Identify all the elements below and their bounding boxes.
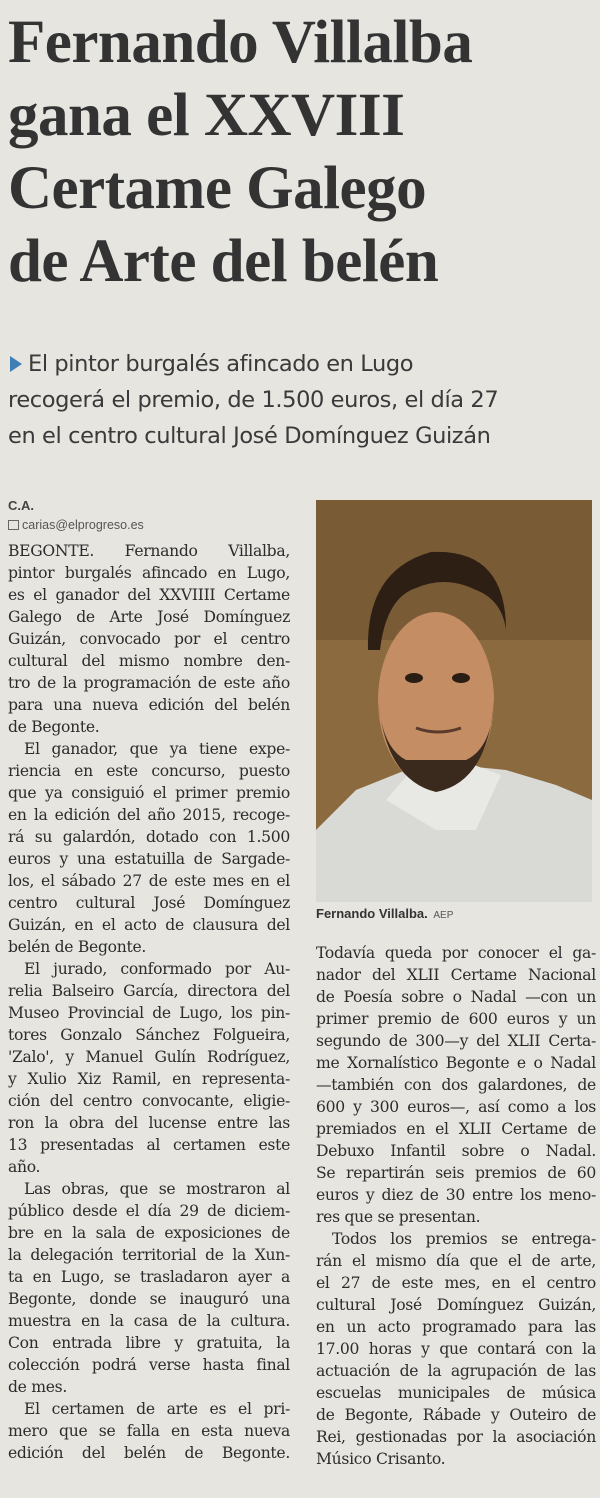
article-line: muestra en la casa de la cultura.: [8, 1312, 290, 1330]
article-line: Guizán, convocado por el centro: [8, 630, 290, 648]
article-line: relia Balseiro García, directora del: [8, 982, 290, 1000]
article-line: Museo Provincial de Lugo, los pin-: [8, 1004, 290, 1022]
article-line: de Begonte.: [8, 718, 100, 736]
article-line: que ya consiguió el primer premio: [8, 784, 290, 802]
article-line: ción del centro convocante, eligie-: [8, 1092, 290, 1110]
article-line: El ganador, que ya tiene expe-: [24, 740, 290, 758]
subheadline-line: recogerá el premio, de 1.500 euros, el día 27: [8, 387, 499, 413]
article-line: cultural José Domínguez Guizán,: [316, 1296, 596, 1314]
article-line: tores Gonzalo Sánchez Folgueira,: [8, 1026, 290, 1044]
headline-line: de Arte del belén: [8, 228, 439, 295]
photo-caption-name: Fernando Villalba.: [316, 906, 428, 921]
article-line: escuelas municipales de música: [316, 1384, 596, 1402]
article-line: año.: [8, 1158, 41, 1176]
article-line: es el ganador del XXVIIII Certame: [8, 586, 290, 604]
headline-line: Certame Galego: [8, 155, 427, 222]
article-line: riencia en este concurso, puesto: [8, 762, 290, 780]
article-line: Begonte, donde se inauguró una: [8, 1290, 290, 1308]
article-line: y Xulio Xiz Ramil, en representa-: [8, 1070, 290, 1088]
article-line: me Xornalístico Begonte e o Nadal: [316, 1054, 596, 1072]
byline-email-text: carias@elprogreso.es: [22, 518, 144, 532]
article-line: euros y diez de 30 entre los meno-: [316, 1186, 596, 1204]
arrow-right-icon: [10, 356, 22, 372]
byline-email: [8, 518, 144, 532]
portrait-photo: [316, 500, 592, 902]
article-line: Las obras, que se mostraron al: [24, 1180, 290, 1198]
article-line: euros y una estatuilla de Sargade-: [8, 850, 290, 868]
article-line: cultural del mismo nombre den-: [8, 652, 290, 670]
article-line: primer premio de 600 euros y un: [316, 1010, 596, 1028]
article-line: los, el sábado 27 de este mes en el: [8, 872, 290, 890]
article-line: la delegación territorial de la Xun-: [8, 1246, 290, 1264]
article-line: 13 presentadas al certamen este: [8, 1136, 290, 1154]
subheadline: [8, 346, 596, 454]
article-line: 17.00 horas y que contará con la: [316, 1340, 596, 1358]
article-line: belén de Begonte.: [8, 938, 147, 956]
headline: [8, 6, 596, 298]
headline-line: Fernando Villalba: [8, 9, 473, 76]
subheadline-line: [8, 346, 596, 382]
article-line: bre en la sala de exposiciones de: [8, 1224, 290, 1242]
article-line: pintor burgalés afincado en Lugo,: [8, 564, 290, 582]
article-line: ron la obra del lucense entre las: [8, 1114, 290, 1132]
article-line: mero que se falla en esta nueva: [8, 1422, 290, 1440]
article-line: tro de la programación de este año: [8, 674, 290, 692]
article-line: BEGONTE. Fernando Villalba,: [8, 542, 290, 560]
article-line: 600 y 300 euros—, así como a los: [316, 1098, 596, 1116]
article-line: de Poesía sobre o Nadal —con un: [316, 988, 596, 1006]
article-line: Se repartirán seis premios de 60: [316, 1164, 596, 1182]
article-line: ta en Lugo, se trasladaron ayer a: [8, 1268, 290, 1286]
article-column-right: [316, 942, 596, 1482]
article-line: público desde el día 29 de diciem-: [8, 1202, 290, 1220]
mail-icon: [8, 520, 19, 530]
article-line: Debuxo Infantil sobre o Nadal.: [316, 1142, 596, 1160]
article-line: Músico Crisanto.: [316, 1450, 446, 1468]
article-line: Todos los premios se entrega-: [332, 1230, 596, 1248]
article-line: 'Zalo', y Manuel Gulín Rodríguez,: [8, 1048, 290, 1066]
article-line: Con entrada libre y gratuita, la: [8, 1334, 290, 1352]
article-line: rá su galardón, dotado con 1.500: [8, 828, 290, 846]
article-line: nador del XLII Certame Nacional: [316, 966, 596, 984]
article-line: para una nueva edición del belén: [8, 696, 290, 714]
article-line: Todavía queda por conocer el ga-: [316, 944, 596, 962]
article-line: colección podrá verse hasta final: [8, 1356, 290, 1374]
article-column-left: [8, 540, 290, 1490]
article-line: Rei, gestionadas por la asociación: [316, 1428, 596, 1446]
article-line: edición del belén de Begonte.: [8, 1444, 290, 1462]
article-line: premiados en el XLII Certame de: [316, 1120, 596, 1138]
article-line: de Begonte, Rábade y Outeiro de: [316, 1406, 596, 1424]
article-line: el 27 de este mes, en el centro: [316, 1274, 596, 1292]
subheadline-text: El pintor burgalés afincado en Lugo: [28, 351, 414, 377]
article-line: actuación de la agrupación de las: [316, 1362, 596, 1380]
byline-author: C.A.: [8, 498, 34, 513]
subheadline-line: en el centro cultural José Domínguez Guizán: [8, 423, 491, 449]
article-line: en la edición del año 2015, recoge-: [8, 806, 290, 824]
article-line: El certamen de arte es el pri-: [24, 1400, 290, 1418]
article-line: centro cultural José Domínguez: [8, 894, 290, 912]
photo-caption-credit: AEP: [433, 910, 454, 921]
article-line: en un acto programado para las: [316, 1318, 596, 1336]
article-line: Galego de Arte José Domínguez: [8, 608, 290, 626]
article-line: res que se presentan.: [316, 1208, 481, 1226]
photo-caption: [316, 906, 453, 921]
article-line: El jurado, conformado por Au-: [24, 960, 290, 978]
article-line: de mes.: [8, 1378, 68, 1396]
article-line: rán el mismo día que el de arte,: [316, 1252, 596, 1270]
headline-line: gana el XXVIII: [8, 82, 405, 149]
article-line: —también con dos galardones, de: [316, 1076, 596, 1094]
article-line: Guizán, en el acto de clausura del: [8, 916, 290, 934]
article-line: segundo de 300—y del XLII Certa-: [316, 1032, 596, 1050]
